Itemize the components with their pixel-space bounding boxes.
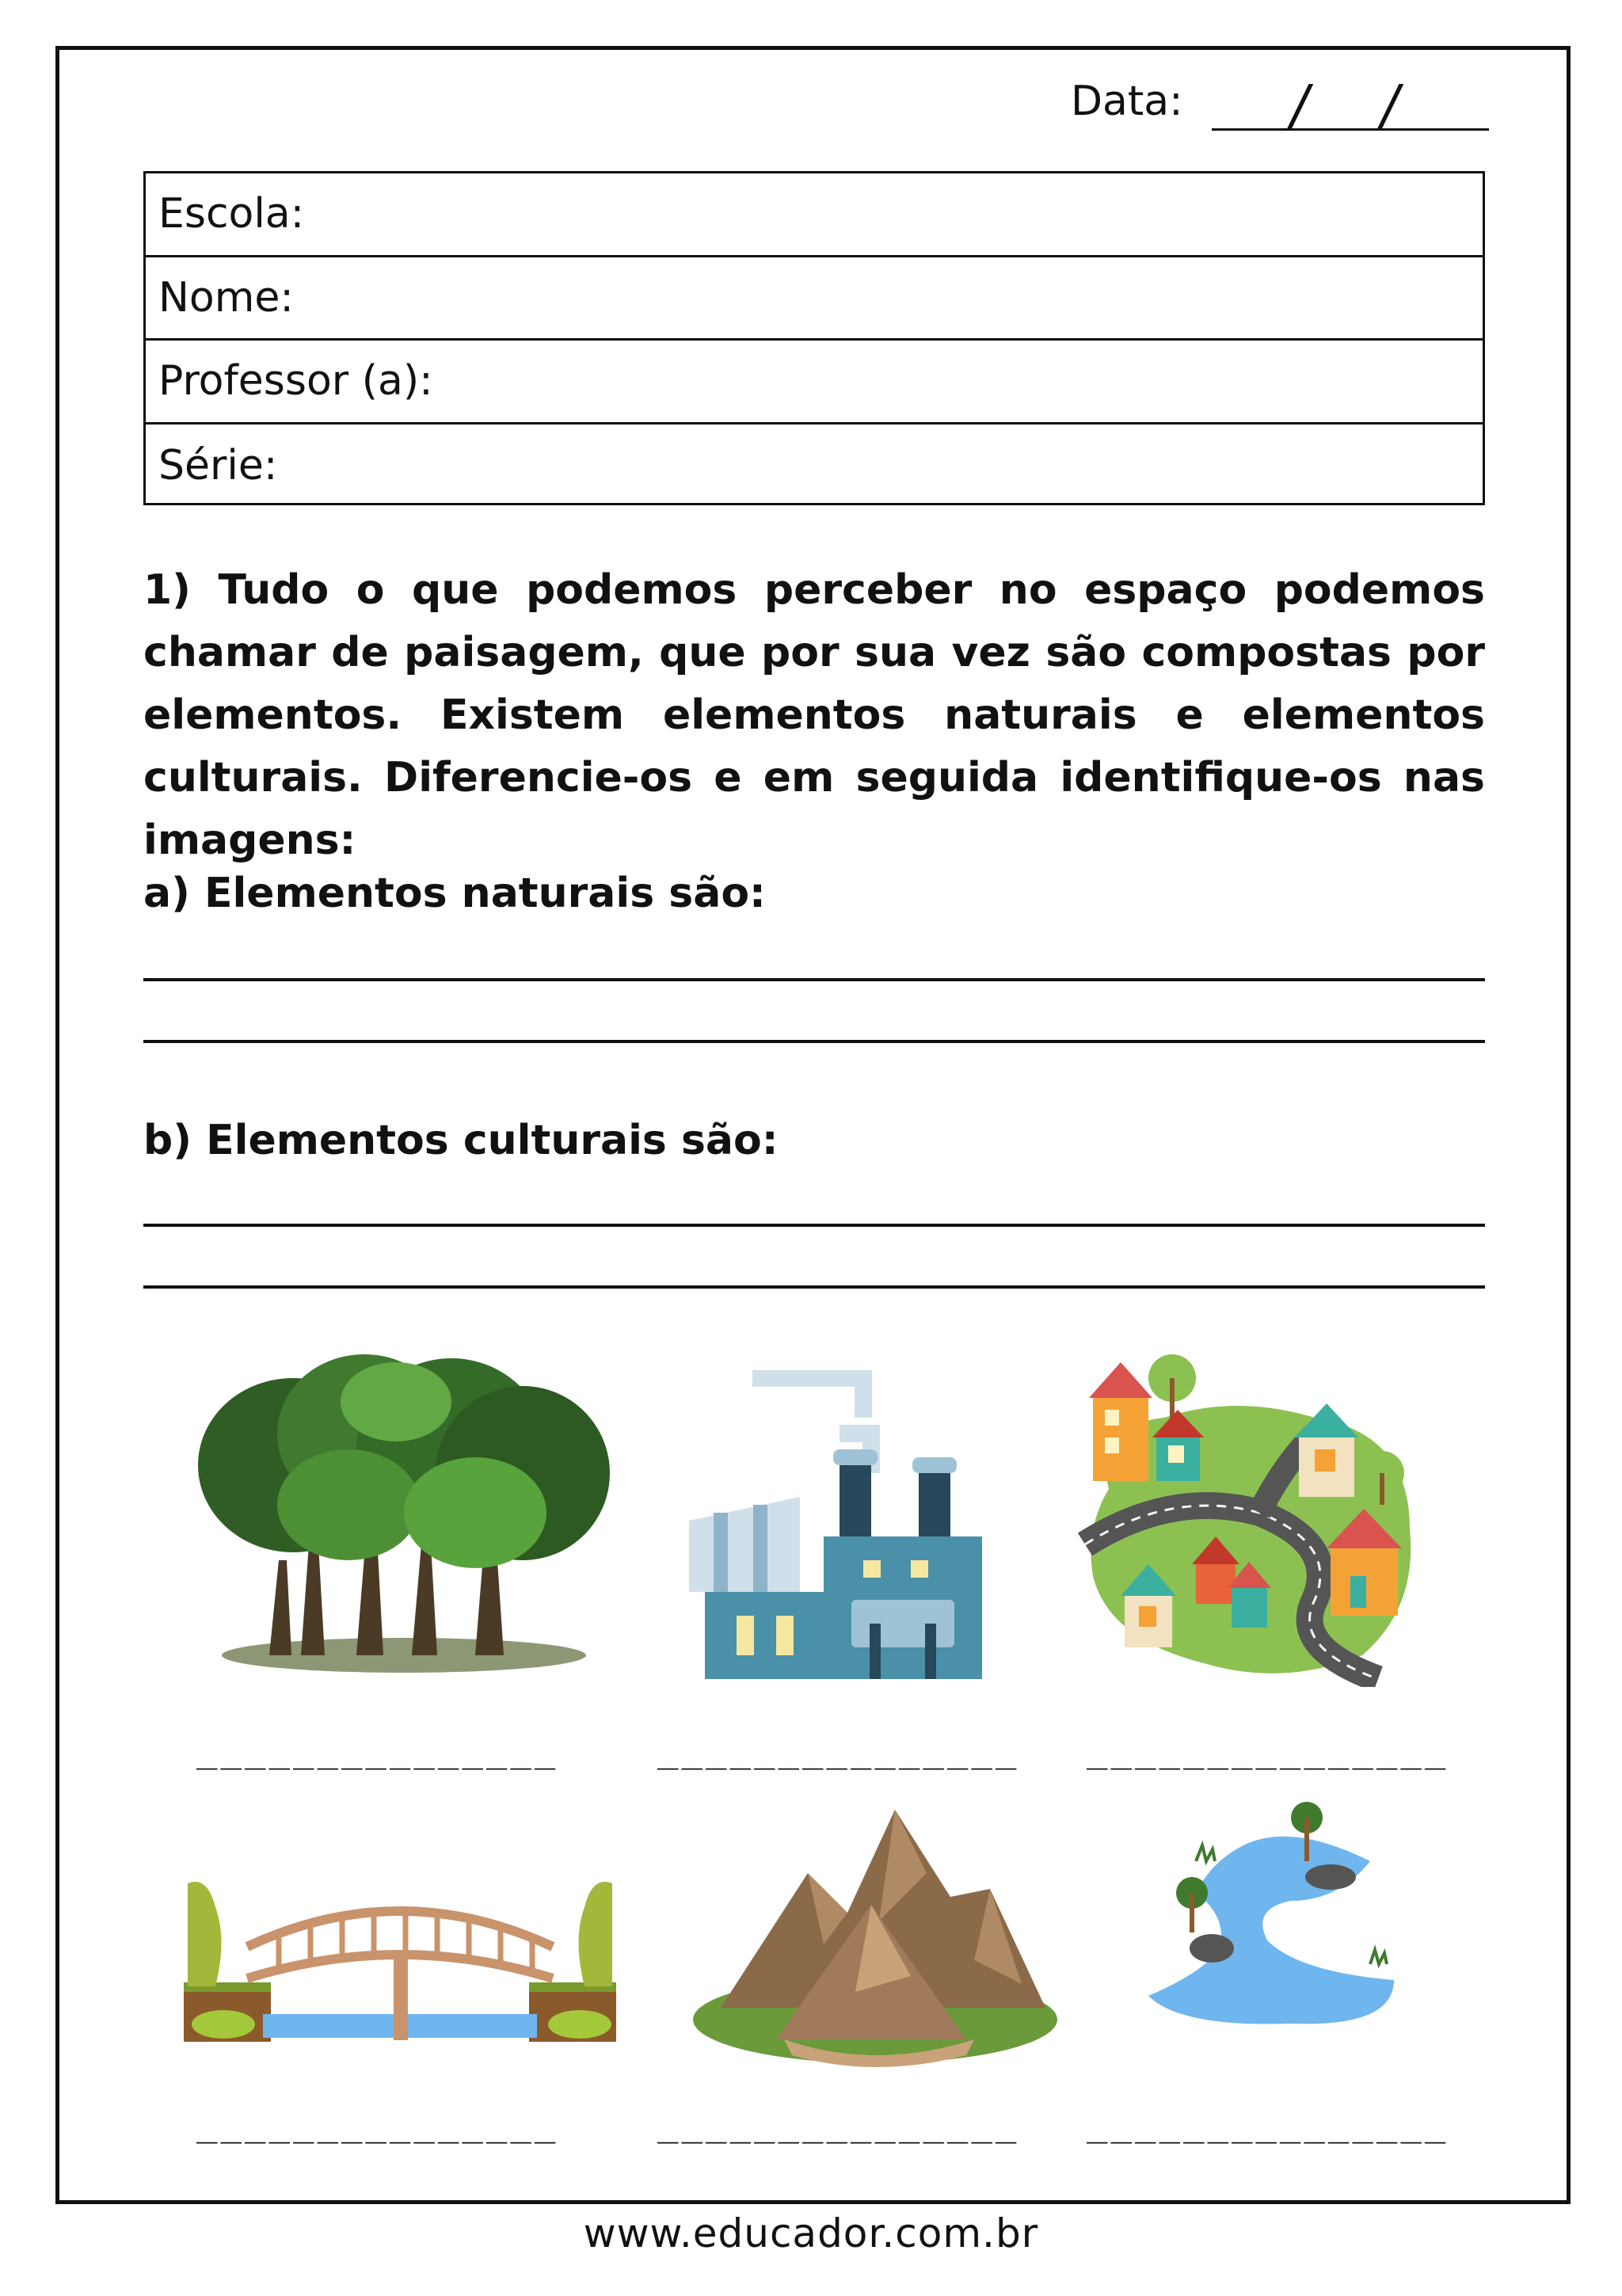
name-field[interactable]	[146, 257, 1483, 341]
blank-trees[interactable]: _______________	[196, 1730, 559, 1770]
date-slash-2: /	[1375, 73, 1406, 138]
answer-line-a1[interactable]	[143, 978, 1485, 981]
teacher-label: Professor (a):	[158, 357, 433, 406]
teacher-field[interactable]	[146, 341, 1483, 425]
blank-mountains[interactable]: _______________	[657, 2104, 1020, 2144]
blank-factory[interactable]: _______________	[657, 1730, 1020, 1770]
blank-river[interactable]: _______________	[1087, 2104, 1449, 2144]
date-label: Data:	[1071, 78, 1183, 125]
town-map-icon	[1077, 1346, 1426, 1687]
school-label: Escola:	[158, 190, 305, 238]
mountains-icon	[689, 1802, 1061, 2087]
date-line	[1212, 128, 1489, 131]
part-a-label: a) Elementos naturais são:	[143, 870, 766, 917]
answer-line-a2[interactable]	[143, 1040, 1485, 1043]
bridge-icon	[184, 1860, 616, 2042]
date-slash-1: /	[1285, 73, 1315, 138]
answer-line-b2[interactable]	[143, 1285, 1485, 1289]
name-label: Nome:	[158, 273, 294, 322]
grade-field[interactable]	[146, 425, 1483, 508]
factory-icon	[681, 1370, 990, 1679]
blank-town[interactable]: _______________	[1087, 1730, 1449, 1770]
school-field[interactable]	[146, 173, 1483, 257]
answer-line-b1[interactable]	[143, 1224, 1485, 1227]
river-icon	[1133, 1798, 1402, 2035]
footer-url[interactable]: www.educador.com.br	[583, 2210, 1039, 2256]
student-info-table	[143, 171, 1485, 505]
part-b-label: b) Elementos culturais são:	[143, 1117, 779, 1164]
trees-icon	[190, 1346, 618, 1679]
blank-bridge[interactable]: _______________	[196, 2104, 559, 2144]
question-text: 1) Tudo o que podemos perceber no espaço podemos chamar de paisagem, que por sua vez são compostas por elementos. Existem elementos naturais e elementos culturais. Diferencie-os e em seguida identifique-os nas imagens:	[143, 566, 1485, 864]
grade-label: Série:	[158, 442, 278, 490]
